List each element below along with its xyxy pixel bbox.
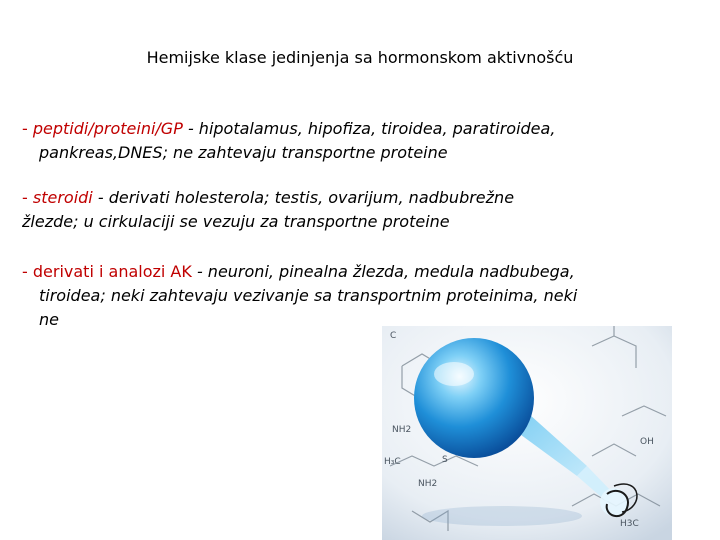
item-text-continued-2: ne — [39, 310, 59, 329]
list-item-steroids — [22, 186, 702, 234]
item-text: - hipotalamus, hipofiza, tiroidea, paratiroidea, — [182, 119, 556, 138]
item-text: - derivati holesterola; testis, ovarijum, nadbubrežne — [92, 188, 515, 207]
slide-title: Hemijske klase jedinjenja sa hormonskom aktivnošću — [146, 48, 574, 67]
bullet-dash: - — [22, 262, 28, 281]
item-text: - neuroni, pinealna žlezda, medula nadbubega, — [191, 262, 575, 281]
flask-molecule-image — [382, 326, 672, 540]
label-nh2-2: NH2 — [418, 479, 438, 489]
item-keyword: peptidi/proteini/GP — [32, 119, 183, 138]
label-sulfur: S — [442, 455, 448, 465]
item-text-continued: žlezde; u cirkulaciji se vezuju za transportne proteine — [22, 212, 450, 231]
item-text-continued: tiroidea; neki zahtevaju vezivanje sa transportnim proteinima, neki — [39, 286, 578, 305]
bullet-dash: - — [22, 188, 28, 207]
item-text-continued: pankreas,DNES; ne zahtevaju transportne proteine — [39, 143, 448, 162]
label-carbon: C — [390, 331, 397, 341]
list-item-amino-derivatives — [22, 260, 702, 332]
label-ch3-left: H₃C — [384, 457, 401, 467]
label-nh2: NH2 — [392, 425, 412, 435]
item-keyword: derivati i analozi AK — [32, 262, 192, 281]
label-oh-2: OH — [640, 437, 654, 447]
bullet-dash: - — [22, 119, 28, 138]
item-keyword: steroidi — [32, 188, 93, 207]
label-ch3: H3C — [620, 519, 639, 529]
list-item-peptides — [22, 117, 702, 165]
